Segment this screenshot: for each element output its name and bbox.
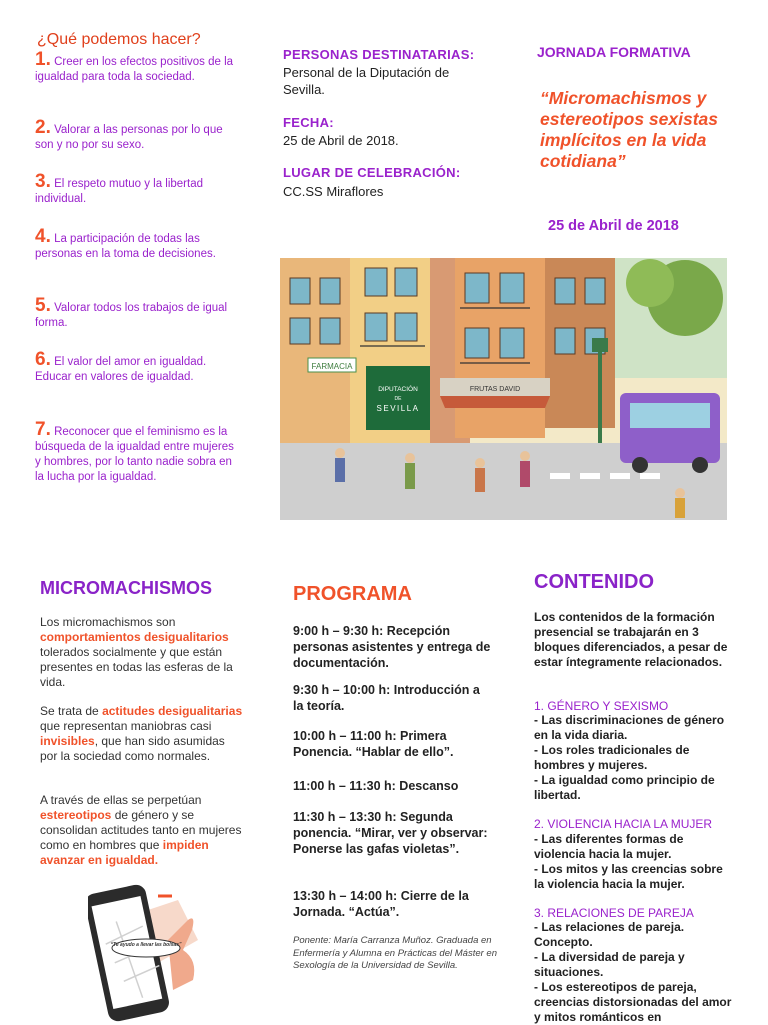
programa-heading: PROGRAMA: [293, 583, 412, 605]
text: A través de ellas se perpetúan: [40, 793, 202, 807]
action-item-2: [35, 117, 235, 153]
highlight: actitudes desigualitarias: [102, 704, 243, 718]
program-item-6: 13:30 h – 14:00 h: Cierre de la Jornada. “Actúa”.: [293, 889, 469, 919]
recipients-value: Personal de la Diputación de Sevilla.: [283, 65, 450, 97]
item-number: 6.: [35, 349, 51, 370]
logo-text-3: SEVILLA: [376, 404, 420, 413]
item-number: 1.: [35, 49, 51, 70]
contenido-intro: Los contenidos de la formación presencial se trabajarán en 3 bloques diferenciados, a pesar de estar íntegramente relacionados.: [534, 610, 728, 669]
action-item-3: [35, 171, 235, 207]
text: que representan maniobras casi: [40, 719, 212, 733]
section-1-title: 1. GÉNERO Y SEXISMO: [534, 699, 669, 713]
venue-value: CC.SS Miraflores: [283, 184, 384, 199]
text: Los micromachismos son: [40, 615, 176, 629]
section-1-body: - Las discriminaciones de género en la vida diaria. - Los roles tradicionales de hombres y mujeres. - La igualdad como principio de libertad.: [534, 713, 725, 802]
item-text: Valorar a las personas por lo que son y no por su sexo.: [35, 124, 223, 151]
item-number: 7.: [35, 419, 51, 440]
section-2-title: 2. VIOLENCIA HACIA LA MUJER: [534, 817, 713, 831]
action-item-6: [35, 349, 235, 385]
item-text: La participación de todas las personas en la toma de decisiones.: [35, 233, 216, 260]
item-text: Reconocer que el feminismo es la búsqueda de la igualdad entre mujeres y hombres, por lo tanto nadie sobra en la lucha por la igualdad.: [35, 426, 234, 483]
action-item-5: [35, 295, 235, 331]
highlight: impiden avanzar en igualdad.: [40, 838, 209, 867]
cover-subtitle: “Micromachismos y estereotipos sexistas implícitos en la vida cotidiana”: [540, 88, 719, 171]
micro-paragraph-1: [40, 615, 245, 690]
speaker-note: Ponente: María Carranza Muñoz. Graduada en Enfermería y Alumna en Prácticas del Máster en Sexología de la Universidad de Sevilla.: [293, 935, 497, 971]
item-text: Creer en los efectos positivos de la igualdad para toda la sociedad.: [35, 56, 234, 83]
text: tolerados socialmente y que están presentes en todas las esferas de la vida.: [40, 645, 233, 689]
date-value: 25 de Abril de 2018.: [283, 133, 399, 148]
action-item-7: [35, 419, 235, 485]
phone-caption: “Te ayudo a llevar las bolsas”: [110, 942, 182, 948]
item-number: 2.: [35, 117, 51, 138]
contenido-heading: CONTENIDO: [534, 571, 654, 593]
item-text: El respeto mutuo y la libertad individual.: [35, 178, 204, 205]
program-item-2: 9:30 h – 10:00 h: Introducción a la teoría.: [293, 683, 480, 713]
cover-heading: JORNADA FORMATIVA: [537, 44, 691, 60]
text: , que han sido asumidas por la sociedad como normales.: [40, 734, 225, 763]
fruit-shop-sign: FRUTAS DAVID: [469, 386, 521, 393]
recipients-label: PERSONAS DESTINATARIAS:: [283, 47, 475, 62]
cover-date: 25 de Abril de 2018: [548, 218, 679, 234]
logo-text-1: DIPUTACIÓN: [378, 386, 418, 393]
text: Se trata de: [40, 704, 99, 718]
micro-paragraph-3: [40, 793, 245, 868]
highlight: invisibles: [40, 734, 95, 748]
item-number: 4.: [35, 226, 51, 247]
item-number: 3.: [35, 171, 51, 192]
what-can-we-do-title: ¿Qué podemos hacer?: [37, 31, 201, 48]
highlight: comportamientos desigualitarios: [40, 630, 229, 644]
item-text-2: Educar en valores de igualdad.: [35, 371, 194, 383]
program-item-5: 11:30 h – 13:30 h: Segunda ponencia. “Mirar, ver y observar: Ponerse las gafas violetas”.: [293, 810, 488, 856]
text: de género y se consolidan actitudes tanto en mujeres como en hombres que: [40, 808, 242, 852]
item-number: 5.: [35, 295, 51, 316]
highlight: estereotipos: [40, 808, 112, 822]
program-item-3: 10:00 h – 11:00 h: Primera Ponencia. “Hablar de ello”.: [293, 729, 454, 759]
action-item-1: [35, 49, 235, 85]
micro-paragraph-2: [40, 704, 245, 764]
section-2-body: - Las diferentes formas de violencia hacia la mujer. - Los mitos y las creencias sobre la violencia hacia la mujer.: [534, 832, 723, 891]
phone-illustration: [88, 880, 208, 1024]
program-item-4: 11:00 h – 11:30 h: Descanso: [293, 779, 459, 793]
section-3-body: - Las relaciones de pareja. Concepto. - La diversidad de pareja y situaciones. - Los estereotipos de pareja, creencias distorsionadas del amor y mitos románticos en: [534, 920, 732, 1024]
section-3-title: 3. RELACIONES DE PAREJA: [534, 906, 694, 920]
item-text: Valorar todos los trabajos de igual forma.: [35, 302, 228, 329]
date-label: FECHA:: [283, 115, 334, 130]
pharmacy-sign: FARMACIA: [311, 362, 353, 371]
program-item-1: 9:00 h – 9:30 h: Recepción personas asistentes y entrega de documentación.: [293, 624, 491, 670]
street-illustration: [280, 258, 727, 520]
item-text: El valor del amor en igualdad.: [54, 356, 207, 368]
action-item-4: [35, 226, 235, 262]
micromachismos-heading: MICROMACHISMOS: [40, 578, 212, 598]
venue-label: LUGAR DE CELEBRACIÓN:: [283, 165, 461, 180]
logo-text-2: DE: [394, 396, 402, 402]
